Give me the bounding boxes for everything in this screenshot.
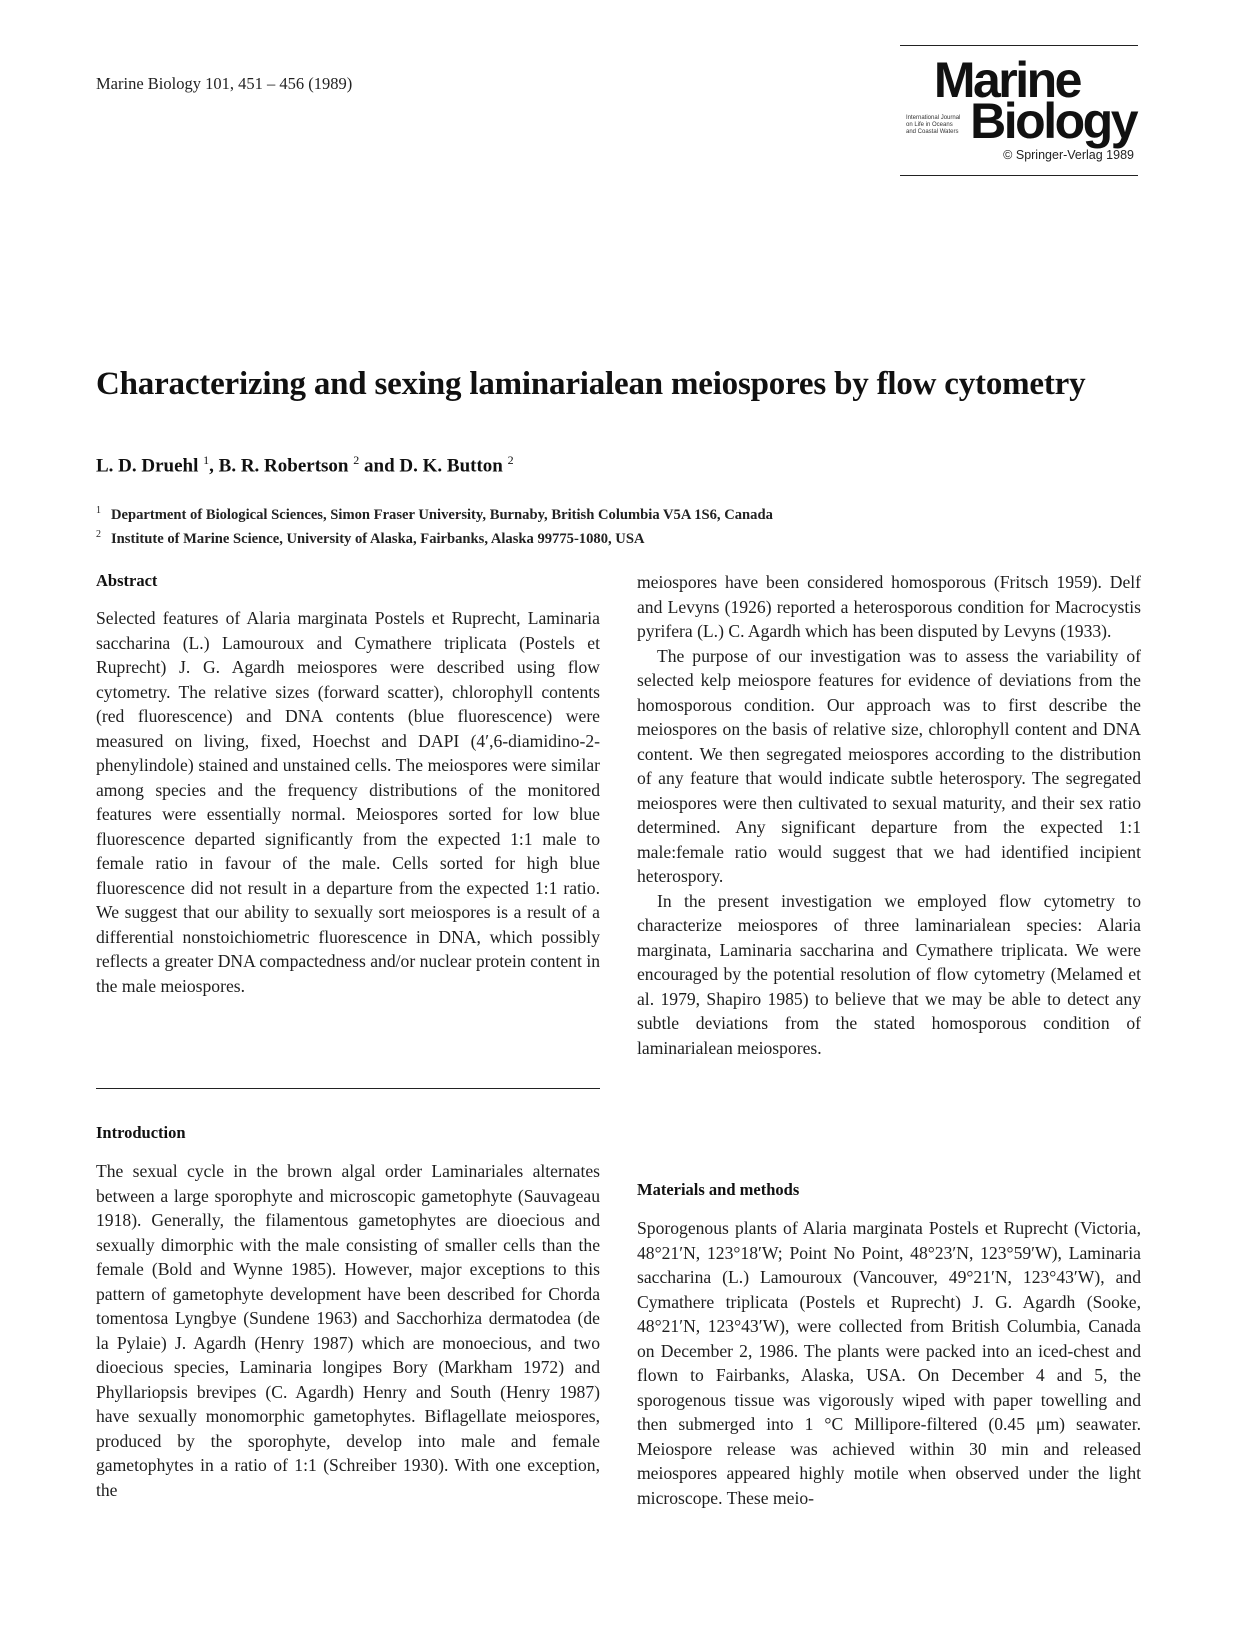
affiliation (96, 505, 773, 524)
methods-body (637, 1216, 1141, 1510)
introduction-paragraph: In the present investigation we employed flow cytometry to characterize meiospores of three laminarialean species: Alaria marginata, Laminaria saccharina and Cymathere triplicata. We were encouraged by the potential resolution of flow cytometry (Melamed et al. 1979, Shapiro 1985) to believe that we may be able to detect any subtle deviations from the stated homosporous condition of laminarialean meiospores. (637, 890, 1141, 1058)
logo-word-biology: Biology (970, 93, 1136, 149)
author-list (96, 453, 514, 477)
abstract-body (96, 606, 600, 998)
logo-word-marine: Marine (933, 52, 1080, 108)
author-name: L. D. Druehl (96, 455, 199, 477)
author-name: B. R. Robertson (218, 455, 349, 477)
introduction-paragraph: meiospores have been considered homosporous (Fritsch 1959). Delf and Levyns (1926) reported a heterosporous condition for Macrocystis pyrifera (L.) C. Agardh which has been disputed by Levyns (1933). (637, 572, 1141, 641)
methods-paragraph: Sporogenous plants of Alaria marginata Postels et Ruprecht (Victoria, 48°21′N, 123°18′W; Point No Point, 48°23′N, 123°59′W), Laminaria saccharina (L.) Lamouroux (Vancouver, 49°21′N, 123°43′W), and Cymathere triplicata (Postels et Ruprecht) J. G. Agardh (Sooke, 48°21′N, 123°43′W), were collected from British Columbia, Canada on December 2, 1986. The plants were packed into an iced-chest and flown to Fairbanks, Alaska, USA. On December 4 and 5, the sporogenous tissue was vigorously wiped with paper towelling and then submerged into 1 °C Millipore-filtered (0.45 μm) seawater. Meiospore release was achieved within 30 min and released meiospores appeared highly motile when observed under the light microscope. These meio- (637, 1218, 1141, 1508)
author-name: D. K. Button (399, 455, 503, 477)
author-affil-marker: 2 (353, 453, 360, 467)
introduction-paragraph: The purpose of our investigation was to assess the variability of selected kelp meiospore features for evidence of deviations from the homosporous condition. Our approach was to first describe the meiospores on the basis of relative size, chlorophyll content and DNA content. We then segregated meiospores according to the distribution of any feature that would indicate subtle heterospory. The segregated meiospores were then cultivated to sexual maturity, and their sex ratio determined. Any significant departure from the expected 1:1 male:female ratio would suggest that we had identified incipient heterospory. (637, 645, 1141, 886)
journal-logo (900, 45, 1138, 176)
affiliation (96, 529, 645, 548)
introduction-paragraph: The sexual cycle in the brown algal order Laminariales alternates between a large sporophyte and microscopic gametophyte (Sauvageau 1918). Generally, the filamentous gametophytes are dioecious and sexually dimorphic with the male consisting of smaller cells than the female (Bold and Wynne 1985). However, major exceptions to this pattern of gametophyte development have been described for Chorda tomentosa Lyngbye (Sundene 1963) and Sacchorhiza dermatodea (de la Pylaie) J. Agardh (Henry 1987) which are monoecious, and two dioecious species, Laminaria longipes Bory (Markham 1972) and Phyllariopsis brevipes (C. Agardh) Henry and South (Henry 1987) have sexually monomorphic gametophytes. Biflagellate meiospores, produced by the sporophyte, develop into male and female gametophytes in a ratio of 1:1 (Schreiber 1930). With one exception, the (96, 1161, 600, 1500)
logo-tagline-line: International Journal (906, 115, 961, 121)
affiliation-text: Institute of Marine Science, University of Alaska, Fairbanks, Alaska 99775-1080, USA (111, 530, 645, 547)
logo-top-rule (900, 45, 1138, 46)
abstract-divider (96, 1088, 600, 1089)
logo-tagline-line: and Coastal Waters (906, 129, 959, 135)
logo-bottom-rule (900, 175, 1138, 176)
logo-tagline-line: on Life in Oceans (906, 122, 953, 128)
logo-tagline (906, 115, 966, 136)
article-title: Characterizing and sexing laminarialean meiospores by flow cytometry (96, 366, 1086, 402)
affiliation-marker: 1 (96, 505, 101, 516)
introduction-body-continued (637, 570, 1141, 1060)
author-separator: and (359, 455, 400, 477)
introduction-heading: Introduction (96, 1123, 186, 1142)
copyright-notice: © Springer-Verlag 1989 (1003, 148, 1134, 162)
introduction-body (96, 1159, 600, 1502)
affiliation-marker: 2 (96, 529, 101, 540)
author-separator: , (209, 455, 219, 477)
abstract-paragraph: Selected features of Alaria marginata Postels et Ruprecht, Laminaria saccharina (L.) Lamouroux and Cymathere triplicata (Postels et Ruprecht) J. G. Agardh meiospores were described using flow cytometry. The relative sizes (forward scatter), chlorophyll contents (red fluorescence) and DNA contents (blue fluorescence) were measured on living, fixed, Hoechst and DAPI (4′,6-diamidino-2-phenylindole) stained and unstained cells. The meiospores were similar among species and the frequency distributions of the monitored features were essentially normal. Meiospores sorted for low blue fluorescence departed significantly from the expected 1:1 male to female ratio in favour of the male. Cells sorted for high blue fluorescence did not result in a departure from the expected 1:1 ratio. We suggest that our ability to sexually sort meiospores is a result of a differential nonstoichiometric fluorescence in DNA, which possibly reflects a greater DNA compactedness and/or nuclear protein content in the male meiospores. (96, 608, 600, 996)
author-affil-marker: 2 (507, 453, 514, 467)
abstract-heading: Abstract (96, 571, 158, 590)
affiliation-text: Department of Biological Sciences, Simon Fraser University, Burnaby, British Columbia V5A 1S6, Canada (111, 506, 773, 523)
journal-citation: Marine Biology 101, 451 – 456 (1989) (96, 74, 353, 93)
author-affil-marker: 1 (203, 453, 210, 467)
methods-heading: Materials and methods (637, 1180, 800, 1199)
